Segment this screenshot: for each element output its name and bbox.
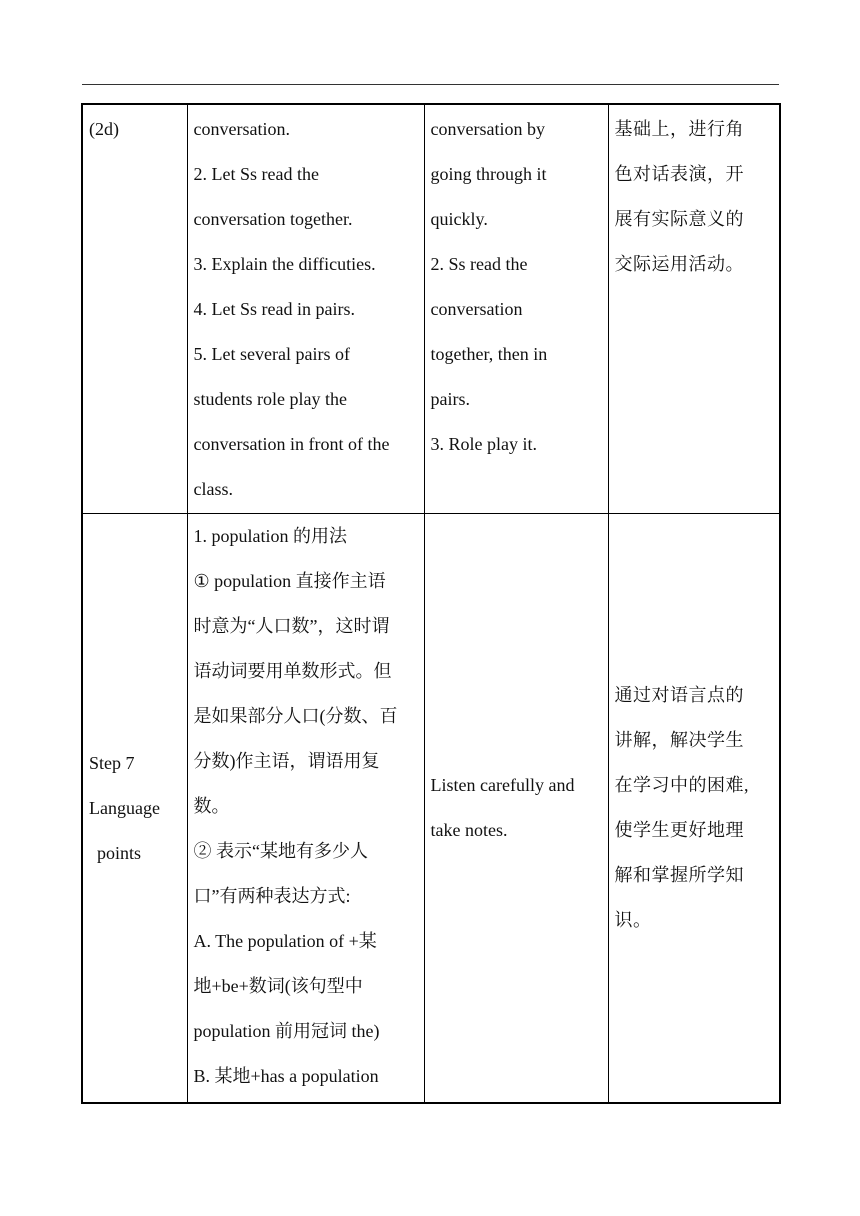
step-cell	[82, 514, 187, 1104]
step-label: Language	[89, 797, 160, 818]
student-activity-cell	[424, 514, 608, 1104]
step-label: Step 7	[89, 752, 135, 773]
purpose-cell	[608, 514, 780, 1104]
student-line: quickly.	[430, 209, 488, 229]
purpose-line: 色对话表演，开	[614, 164, 744, 184]
student-line: going through it	[430, 164, 547, 184]
student-line: conversation	[430, 299, 523, 319]
purpose-line: 使学生更好地理	[614, 820, 744, 840]
step-label: (2d)	[89, 119, 119, 139]
teacher-line: A. The population of +某	[193, 931, 377, 951]
step-label: points	[97, 842, 142, 863]
purpose-line: 识。	[614, 910, 652, 930]
teacher-line: 1. population 的用法	[193, 526, 347, 546]
teacher-activity-cell	[187, 104, 424, 514]
teacher-activity-cell	[187, 514, 424, 1104]
purpose-line: 交际运用活动。	[614, 254, 744, 274]
header-rule	[82, 84, 779, 85]
purpose-line: 基础上，进行角	[614, 119, 744, 139]
step-cell	[82, 104, 187, 514]
purpose-line: 解和掌握所学知	[614, 865, 744, 885]
purpose-line: 讲解，解决学生	[614, 730, 744, 750]
teacher-line: students role play the	[193, 389, 347, 409]
teacher-line: population 前用冠词 the)	[193, 1021, 380, 1041]
teacher-line: conversation.	[193, 119, 290, 139]
lesson-plan-table	[81, 103, 781, 1104]
student-activity-cell	[424, 104, 608, 514]
teacher-line: 地+be+数词(该句型中	[193, 976, 363, 996]
purpose-line: 在学习中的困难,	[614, 775, 749, 795]
teacher-line: 口”有两种表达方式:	[193, 886, 351, 906]
teacher-line: 2. Let Ss read the	[193, 164, 319, 184]
teacher-line: B. 某地+has a population	[193, 1066, 379, 1086]
student-line: together, then in	[430, 344, 548, 364]
teacher-line: 分数)作主语，谓语用复	[193, 751, 380, 771]
student-line: 2. Ss read the	[430, 254, 528, 274]
purpose-line: 通过对语言点的	[614, 685, 744, 705]
teacher-line: 3. Explain the difficuties.	[193, 254, 376, 274]
teacher-line: 语动词要用单数形式。但	[193, 661, 392, 681]
teacher-line: conversation in front of the	[193, 434, 390, 454]
teacher-line: ① population 直接作主语	[193, 571, 386, 591]
teacher-line: class.	[193, 479, 233, 499]
teacher-line: 数。	[193, 796, 230, 816]
teacher-line: 4. Let Ss read in pairs.	[193, 299, 355, 319]
table-row	[82, 514, 780, 1104]
teacher-line: 是如果部分人口(分数、百	[193, 706, 398, 726]
student-line: Listen carefully and	[430, 775, 575, 795]
table-row	[82, 104, 780, 514]
student-line: pairs.	[430, 389, 470, 409]
student-line: 3. Role play it.	[430, 434, 537, 454]
teacher-line: ② 表示“某地有多少人	[193, 841, 368, 861]
teacher-line: conversation together.	[193, 209, 353, 229]
purpose-line: 展有实际意义的	[614, 209, 744, 229]
student-line: take notes.	[430, 820, 508, 840]
student-line: conversation by	[430, 119, 545, 139]
teacher-line: 时意为“人口数”，这时谓	[193, 616, 390, 636]
purpose-cell	[608, 104, 780, 514]
teacher-line: 5. Let several pairs of	[193, 344, 350, 364]
